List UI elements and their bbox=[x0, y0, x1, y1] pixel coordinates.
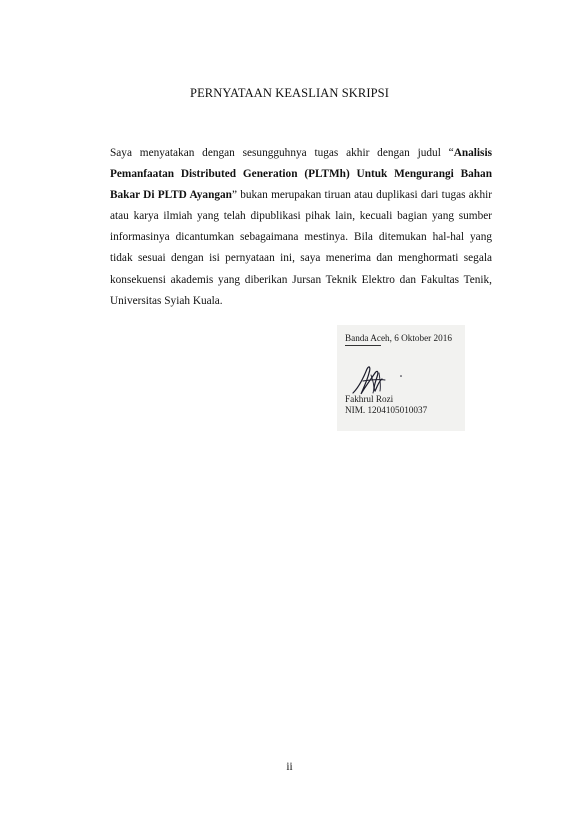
signature-block bbox=[337, 325, 465, 431]
signature-place-date: Banda Aceh, 6 Oktober 2016 bbox=[345, 333, 452, 343]
signer-name: Fakhrul Rozi bbox=[345, 394, 394, 404]
signer-nim: NIM. 1204105010037 bbox=[345, 405, 428, 415]
handwritten-signature bbox=[349, 361, 409, 397]
paragraph-rest: ” bukan merupakan tiruan atau duplikasi dari tugas akhir atau karya ilmiah yang telah dipublikasi pihak lain, kecuali bagian yang sumber informasinya dicantumkan sebagaimana mestinya. Bila ditemukan hal-hal yang tidak sesuai dengan isi pernyataan ini, saya menerima dan menghormati segala konsekuensi akademis yang diberikan Jursan Teknik Elektro dan Fakultas Tenik, Universitas Syiah Kuala. bbox=[110, 189, 492, 307]
paragraph-intro: Saya menyatakan dengan sesungguhnya tugas akhir dengan judul “ bbox=[110, 147, 454, 159]
thesis-title: Analisis Pemanfaatan Distributed Generation (PLTMh) Untuk Mengurangi Bahan Bakar Di PLTD Ayangan bbox=[110, 147, 492, 202]
page-title: PERNYATAAN KEASLIAN SKRIPSI bbox=[190, 86, 389, 100]
page-number: ii bbox=[286, 761, 293, 773]
place-underline bbox=[345, 345, 381, 346]
statement-paragraph bbox=[110, 143, 492, 312]
